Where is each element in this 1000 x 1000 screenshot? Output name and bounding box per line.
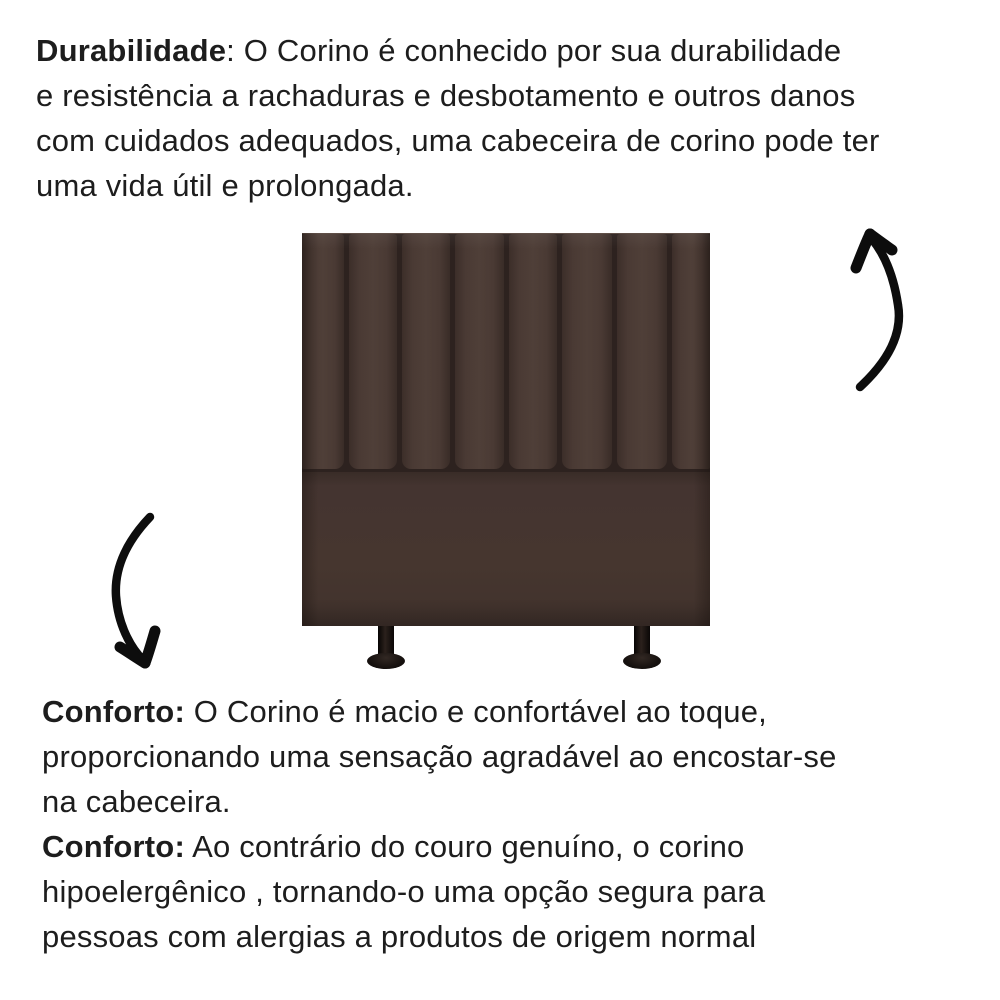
channel-strip (509, 234, 557, 469)
headboard-left-foot (366, 626, 406, 670)
text-line (36, 28, 880, 73)
text-line: na cabeceira. (42, 784, 231, 819)
durability-label: Durabilidade (36, 33, 227, 68)
headboard-lower-panel (302, 472, 710, 626)
text-line-rest: O Corino é macio e confortável ao toque, (184, 694, 767, 729)
text-line-rest: O Corino é conhecido por sua durabilidade (234, 33, 842, 68)
channel-strip (349, 234, 397, 469)
curved-arrow-up-icon (856, 234, 899, 387)
foot-base (367, 653, 405, 669)
text-line: com cuidados adequados, uma cabeceira de corino pode ter (36, 123, 880, 158)
channel-strip (455, 234, 504, 469)
text-line (42, 689, 837, 734)
comfort-touch-label: Conforto: (42, 694, 185, 729)
headboard-photo (302, 233, 710, 626)
text-line: e resistência a rachaduras e desbotamento e outros danos (36, 78, 856, 113)
text-line (42, 824, 837, 869)
channel-strip (617, 234, 667, 469)
curved-arrow-down-icon (116, 517, 155, 663)
channel-strip (562, 234, 612, 469)
text-line: pessoas com alergias a produtos de origem normal (42, 919, 757, 954)
text-line-rest: Ao contrário do couro genuíno, o corino (184, 829, 745, 864)
comfort-paragraphs (42, 689, 837, 959)
comfort-hypo-label: Conforto: (42, 829, 185, 864)
text-line: proporcionando uma sensação agradável ao encostar-se (42, 739, 837, 774)
text-line: hipoelergênico , tornando-o uma opção segura para (42, 874, 766, 909)
channel-strip (672, 234, 710, 469)
headboard-right-foot (622, 626, 662, 670)
foot-base (623, 653, 661, 669)
durability-paragraph (36, 28, 880, 208)
headboard-channel-section (302, 233, 710, 472)
channel-strip (402, 234, 450, 469)
channel-strip (302, 234, 344, 469)
text-line: uma vida útil e prolongada. (36, 168, 414, 203)
durability-separator: : (226, 33, 235, 68)
